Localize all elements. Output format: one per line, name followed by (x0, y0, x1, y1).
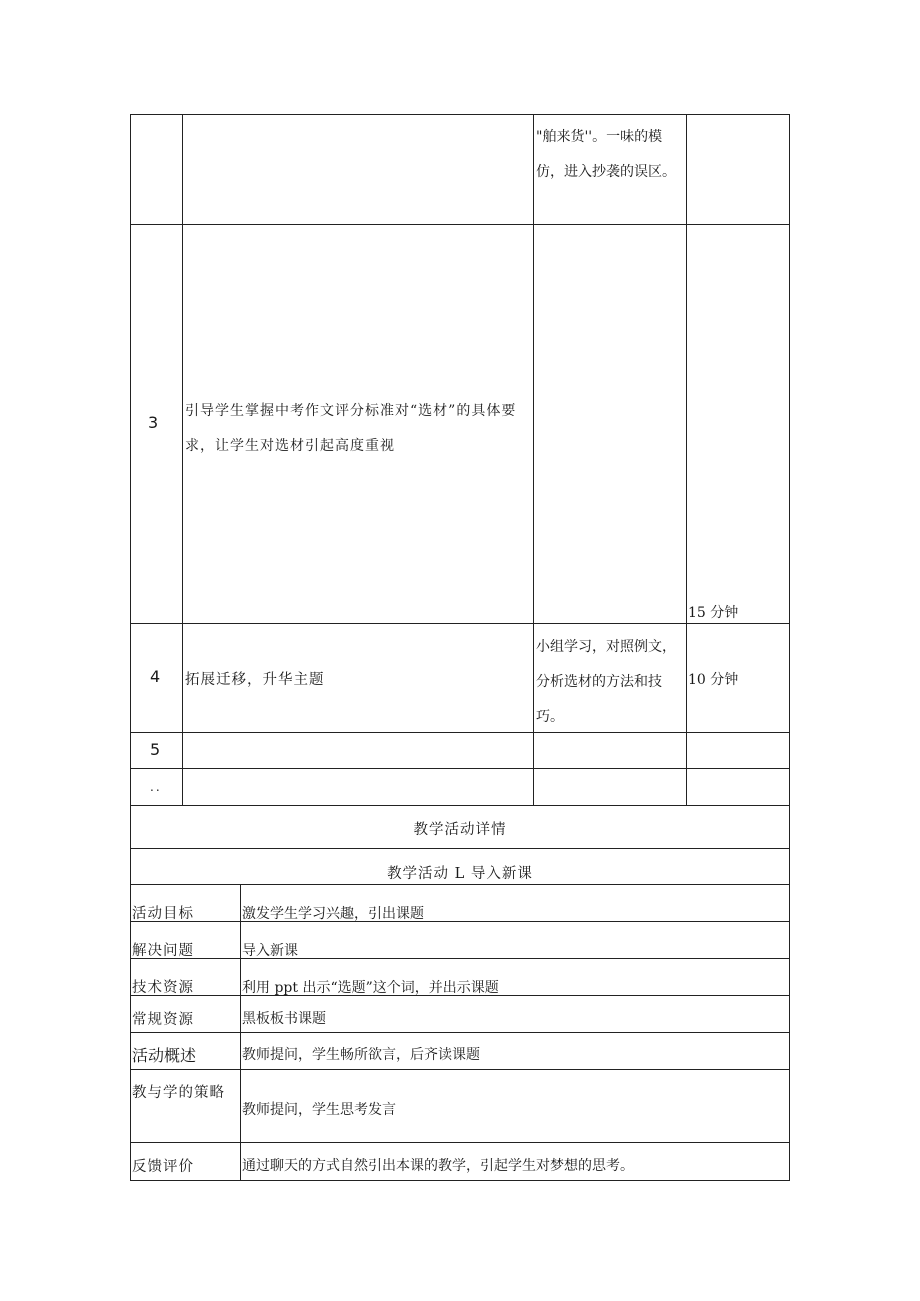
label-overview: 活动概述 (132, 1046, 197, 1065)
row5-number: 5 (150, 740, 161, 759)
row4-time: 10 分钟 (688, 672, 739, 688)
value-problem: 导入新课 (242, 943, 298, 959)
row-ellipsis: .. (150, 780, 162, 794)
value-activity-goal: 激发学生学习兴趣，引出课题 (242, 906, 424, 922)
label-regular-resource: 常规资源 (132, 1012, 194, 1028)
value-overview: 教师提问，学生畅所欲言，后齐读课题 (242, 1047, 480, 1063)
value-regular-resource: 黑板板书课题 (242, 1011, 326, 1027)
row4-activity: 小组学习，对照例文，分析选材的方法和技巧。 (536, 639, 676, 725)
activity-title: 教学活动 L 导入新课 (387, 866, 533, 882)
label-strategy: 教与学的策略 (132, 1085, 225, 1101)
row4-content: 拓展迁移，升华主题 (185, 672, 325, 688)
row4-number: 4 (150, 667, 161, 686)
label-activity-goal: 活动目标 (132, 906, 194, 922)
row3-number: 3 (148, 413, 159, 432)
label-tech-resource: 技术资源 (132, 980, 194, 996)
row1-activity: "舶来货''。一味的模仿，进入抄袭的误区。 (536, 129, 676, 180)
row3-time: 15 分钟 (688, 605, 739, 621)
value-strategy: 教师提问，学生思考发言 (242, 1102, 396, 1118)
value-tech-resource: 利用 ppt 出示“选题”这个词，并出示课题 (242, 980, 499, 996)
section-title: 教学活动详情 (413, 822, 507, 838)
value-feedback: 通过聊天的方式自然引出本课的教学，引起学生对梦想的思考。 (242, 1158, 634, 1174)
row3-content: 引导学生掌握中考作文评分标准对“选材”的具体要求，让学生对选材引起高度重视 (185, 403, 517, 454)
label-feedback: 反馈评价 (132, 1159, 194, 1175)
label-problem: 解决问题 (132, 943, 194, 959)
